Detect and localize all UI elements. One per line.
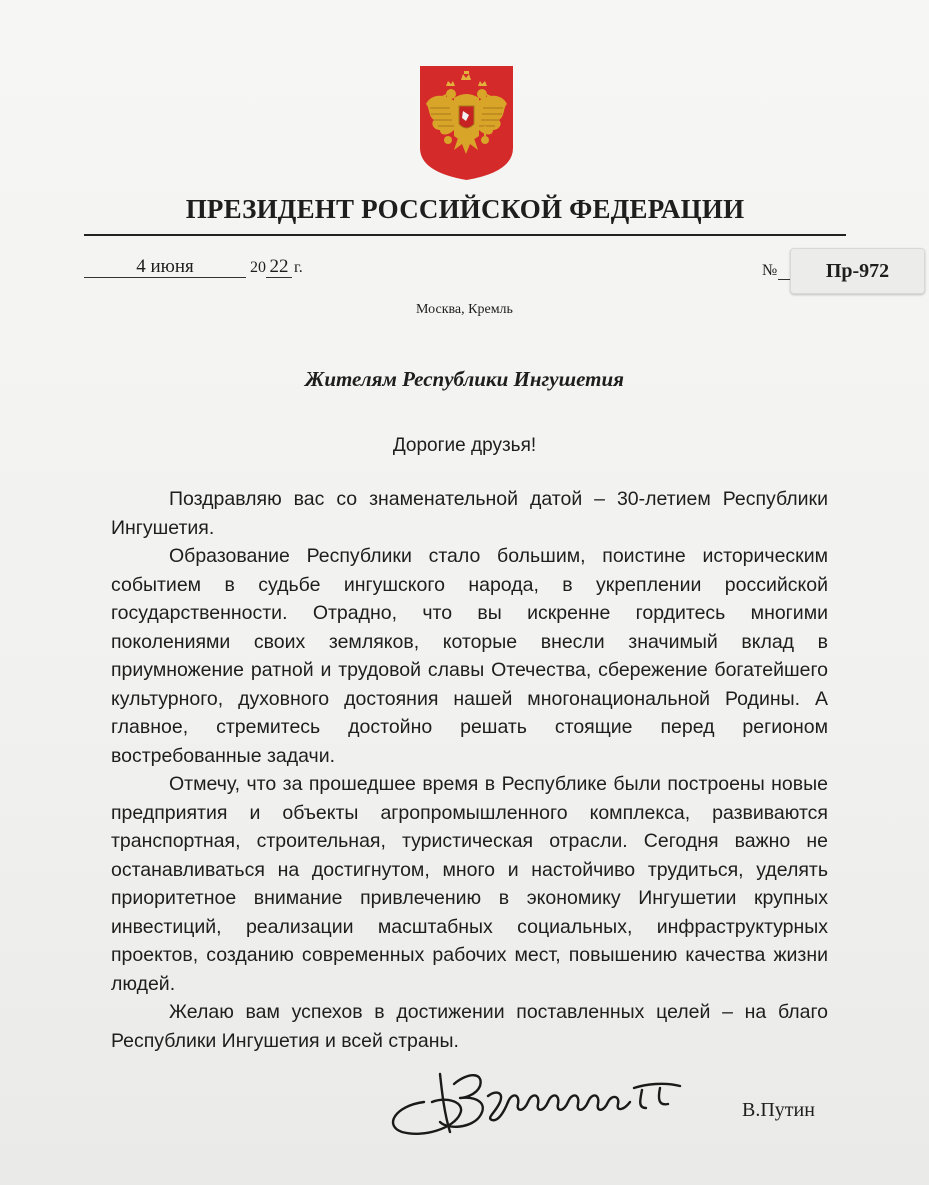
number-label: №	[762, 262, 778, 279]
heading-divider	[84, 234, 846, 236]
body-paragraph: Желаю вам успехов в достижении поставленных целей – на благо Республики Ингушетия и всей страны.	[111, 1001, 828, 1052]
date-year-abbr: г.	[294, 259, 303, 276]
date-day-month: 4 июня	[84, 256, 246, 278]
body-paragraph: Образование Республики стало большим, поистине историческим событием в судьбе ингушского народа, в укреплении российской государственности. Отрадно, что вы искренне гордитесь многими поколениями своих земляков, которые внесли значимый вклад в приумножение ратной и трудовой славы Отечества, сбережение богатейшего культурного, духовного достояния нашей многонациональной Родины. А главное, стремитесь достойно решать стоящие перед регионом востребованные задачи.	[111, 545, 828, 767]
document-number-sticker: Пр-972	[790, 248, 925, 294]
body-paragraph: Отмечу, что за прошедшее время в Республике были построены новые предприятия и объекты агропромышленного комплекса, развиваются транспортная, строительная, туристическая отрасли. Сегодня важно не останавливаться на достигнутом, много и настойчиво трудиться, уделять приоритетное внимание привлечению в экономику Ингушетии крупных инвестиций, реализации масштабных социальных, инфраструктурных проектов, созданию современных рабочих мест, повышению качества жизни людей.	[111, 773, 828, 995]
body-paragraph: Поздравляю вас со знаменательной датой – 30-летием Республики Ингушетия.	[111, 488, 828, 539]
date-year-suffix: 22	[266, 256, 292, 278]
letter-body	[111, 485, 828, 1055]
document-date	[84, 256, 303, 278]
salutation: Дорогие друзья!	[392, 435, 537, 456]
signer-name: В.Путин	[742, 1099, 815, 1121]
date-year-prefix: 20	[250, 259, 266, 276]
document-heading: ПРЕЗИДЕНТ РОССИЙСКОЙ ФЕДЕРАЦИИ	[185, 194, 745, 224]
coat-of-arms-icon	[418, 64, 515, 182]
place-of-issue: Москва, Кремль	[416, 302, 513, 317]
handwritten-signature	[384, 1062, 694, 1140]
addressee: Жителям Республики Ингушетия	[305, 367, 624, 391]
